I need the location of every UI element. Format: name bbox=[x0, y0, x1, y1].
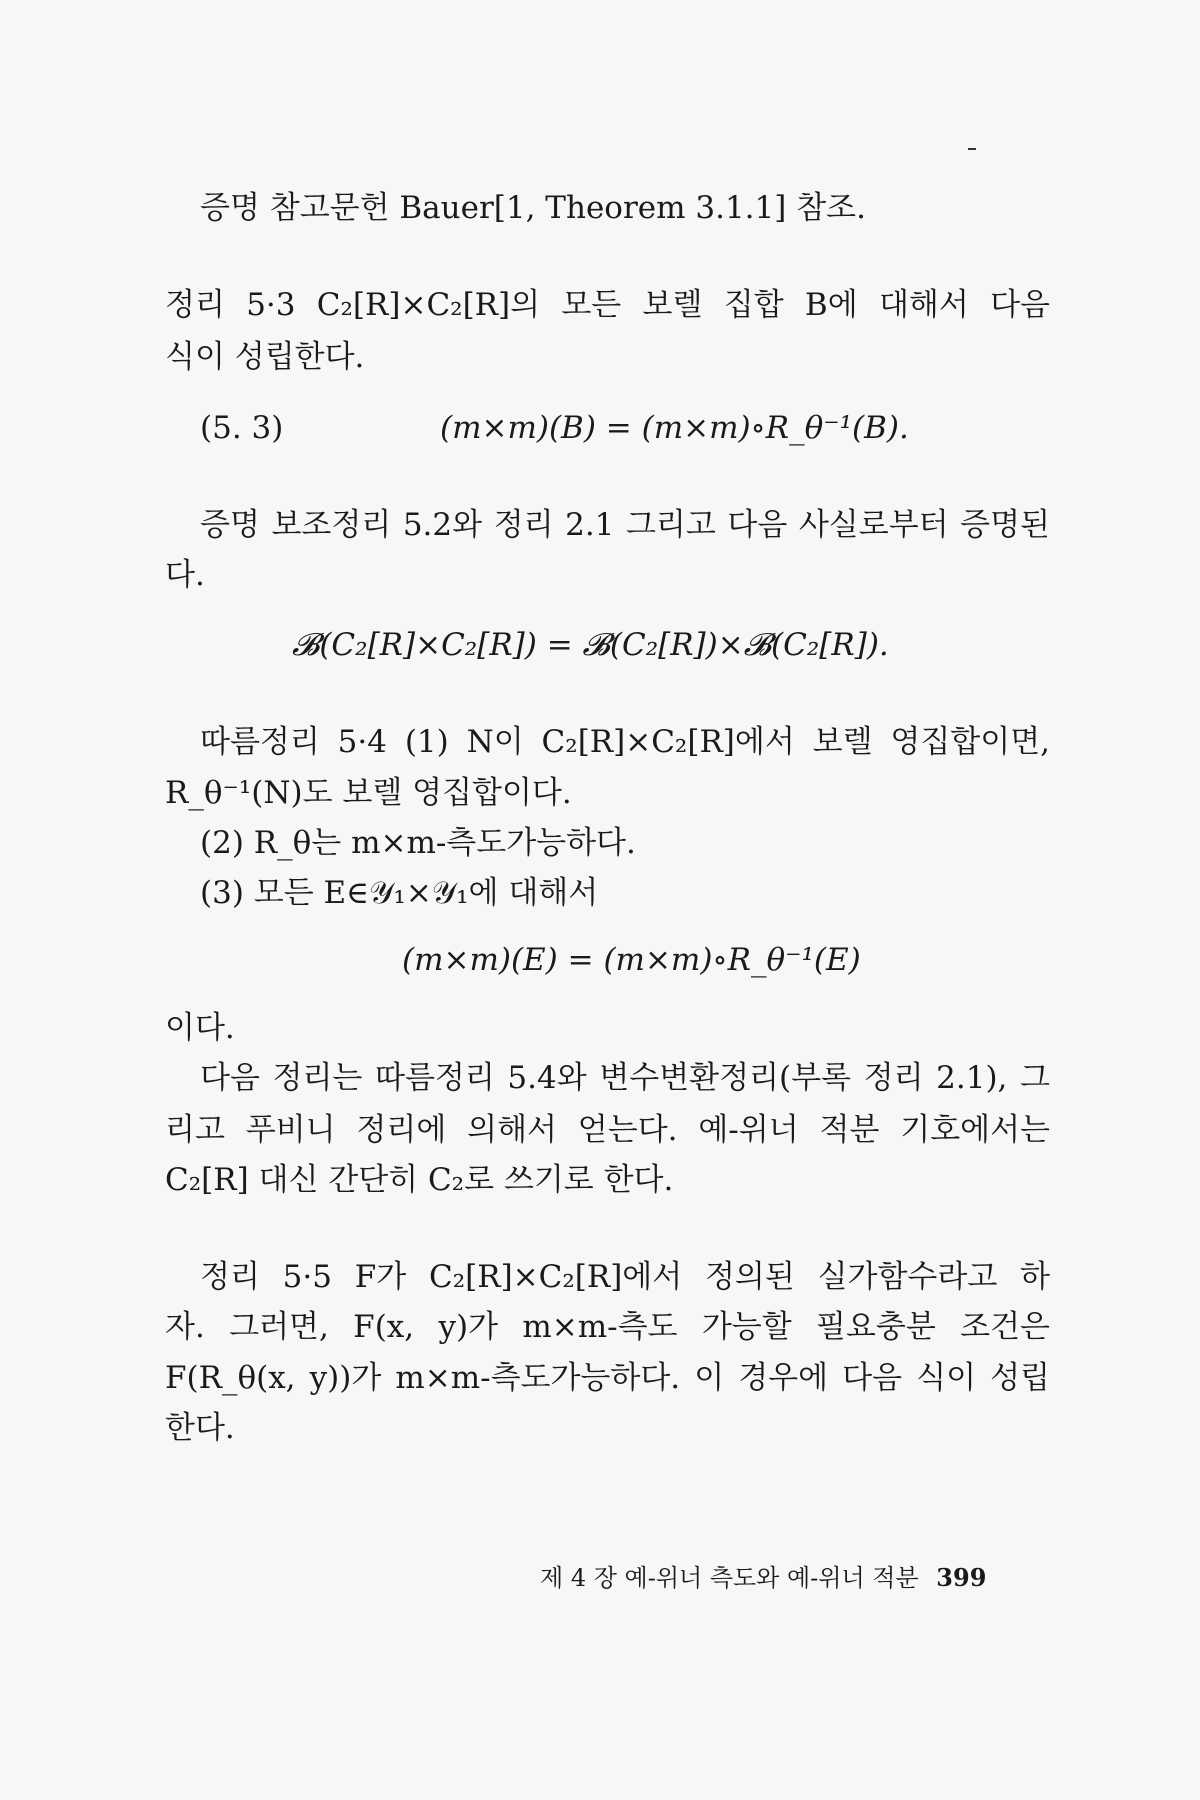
theorem-5-5-line-3: F(R_θ(x, y))가 m×m-측도가능하다. 이 경우에 다음 식이 성립 bbox=[165, 1360, 1050, 1396]
theorem-5-5-line-1: 정리 5·5 F가 C₂[R]×C₂[R]에서 정의된 실가함수라고 하 bbox=[200, 1259, 1050, 1295]
theorem-5-5-line-4: 한다. bbox=[165, 1410, 235, 1446]
theorem-5-3-line-1: 정리 5·3 C₂[R]×C₂[R]의 모든 보렐 집합 B에 대해서 다음 bbox=[165, 287, 1050, 323]
scan-mark bbox=[968, 148, 976, 150]
paragraph-line-1: 다음 정리는 따름정리 5.4와 변수변환정리(부록 정리 2.1), 그 bbox=[200, 1060, 1050, 1096]
page-number: 399 bbox=[936, 1563, 987, 1592]
corollary-5-4-line-2: R_θ⁻¹(N)도 보렐 영집합이다. bbox=[165, 775, 572, 811]
corollary-5-4-item-2: (2) R_θ는 m×m-측도가능하다. bbox=[200, 825, 636, 861]
equation-5-3: (m×m)(B) = (m×m)∘R_θ⁻¹(B). bbox=[440, 410, 909, 446]
chapter-title: 제 4 장 예-위너 측도와 예-위너 적분 bbox=[540, 1564, 919, 1592]
corollary-5-4-item-3: (3) 모든 E∈𝒴₁×𝒴₁에 대해서 bbox=[200, 875, 599, 911]
equation-number-5-3: (5. 3) bbox=[200, 410, 284, 446]
theorem-5-3-line-2: 식이 성립한다. bbox=[165, 339, 365, 375]
paragraph-line-2: 리고 푸비니 정리에 의해서 얻는다. 예-위너 적분 기호에서는 bbox=[165, 1112, 1050, 1148]
proof-reference-line: 증명 참고문헌 Bauer[1, Theorem 3.1.1] 참조. bbox=[200, 190, 866, 226]
corollary-5-4-line-1: 따름정리 5·4 (1) N이 C₂[R]×C₂[R]에서 보렐 영집합이면, bbox=[200, 724, 1050, 760]
running-footer bbox=[540, 1563, 986, 1593]
equation-5-4: (m×m)(E) = (m×m)∘R_θ⁻¹(E) bbox=[402, 942, 861, 978]
corollary-5-4-end: 이다. bbox=[165, 1010, 235, 1046]
theorem-5-5-line-2: 자. 그러면, F(x, y)가 m×m-측도 가능할 필요충분 조건은 bbox=[165, 1309, 1050, 1345]
proof-5-3-line-1: 증명 보조정리 5.2와 정리 2.1 그리고 다음 사실로부터 증명된 bbox=[200, 507, 1050, 543]
paragraph-line-3: C₂[R] 대신 간단히 C₂로 쓰기로 한다. bbox=[165, 1162, 674, 1198]
proof-5-3-line-2: 다. bbox=[165, 557, 205, 593]
borel-equation: 𝓑(C₂[R]×C₂[R]) = 𝓑(C₂[R])×𝓑(C₂[R]). bbox=[292, 627, 889, 663]
